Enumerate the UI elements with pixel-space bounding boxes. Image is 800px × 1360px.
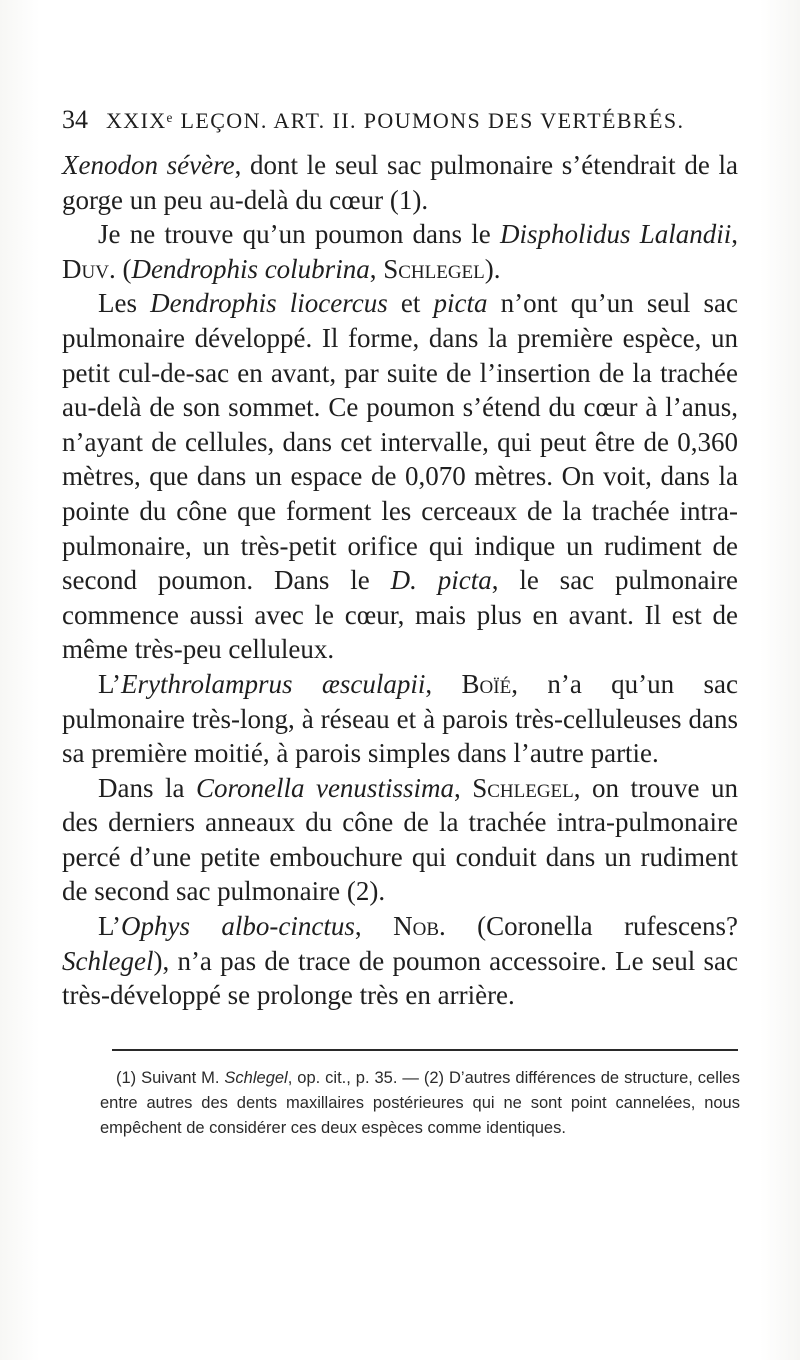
body-text [62,148,738,1013]
footnote: (1) Suivant M. Schlegel, op. cit., p. 35. — (2) D’autres différences de structure, celles entre autres des dents maxillaires postérieures qui ne sont point cannelées, nous empêchent de considérer ces deux espèces comme identiques. [100,1069,740,1137]
species-name: D. picta [390,565,492,596]
paragraph-ophys: L’Ophys albo-cinctus, Nob. (Coronella rufescens? Schlegel), n’a pas de trace de poumon accessoire. Le seul sac très-développé se prolonge très en arrière. [62,911,738,1011]
author-name: Nob. [393,911,446,942]
paragraph-erythrolamprus: L’Erythrolamprus æsculapii, Boïé, n’a qu’un sac pulmonaire très-long, à réseau et à parois très-celluleuses dans sa première moitié, à parois simples dans l’autre partie. [62,668,739,769]
species-name: Erythrolamprus æsculapii [121,668,426,699]
running-title: XXIXᵉ LEÇON. ART. II. POUMONS DES VERTÉBRÉS. [106,108,685,133]
author-reference: Schlegel [62,945,154,976]
author-name: Schlegel [383,253,485,284]
species-name: Ophys albo-cinctus [121,911,355,942]
footnote-rule [112,1049,738,1051]
author-name: Schlegel [472,772,574,803]
author-name: Boïé [461,668,512,699]
running-head [62,105,762,139]
species-name: Dispholidus Lalandii [499,219,732,250]
paragraph-dendrophis: Les Dendrophis liocercus et picta n’ont qu’un seul sac pulmonaire développé. Il forme, dans la première espèce, un petit cul-de-sac en avant, par suite de l’insertion de la trachée au-delà de son sommet. Ce poumon s’étend du cœur à l’anus, n’ayant de cellules, dans cet intervalle, qui peut être de 0,360 mètres, que dans un espace de 0,070 mètres. On voit, dans la pointe du cône que forment les cerceaux de la trachée intra-pulmonaire, un très-petit orifice qui indique un rudiment de second poumon. Dans le D. picta, le sac pulmonaire commence aussi avec le cœur, mais plus en avant. Il est de même très-peu celluleux. [62,288,738,665]
paragraph-xenodon: Xenodon sévère, dont le seul sac pulmonaire s’étendrait de la gorge un peu au-delà du cœur (1). [62,150,738,215]
paragraph-dispholidus: Je ne trouve qu’un poumon dans le Dispholidus Lalandii, Duv. (Dendrophis colubrina, Schlegel). [62,219,738,284]
species-name: Coronella venustissima [195,772,454,803]
paragraph-coronella: Dans la Coronella venustissima, Schlegel, on trouve un des derniers anneaux du cône de la trachée intra-pulmonaire percé d’une petite embouchure qui conduit dans un rudiment de second sac pulmonaire (2). [62,772,738,907]
species-name: Dendrophis colubrina [131,253,370,284]
species-name: picta [433,288,488,319]
species-name: Xenodon sévère [62,150,235,180]
author-name: Schlegel [224,1069,288,1087]
page-number: 34 [62,105,88,134]
species-name: Dendrophis liocercus [150,288,388,319]
author-name: Duv. [62,253,116,284]
